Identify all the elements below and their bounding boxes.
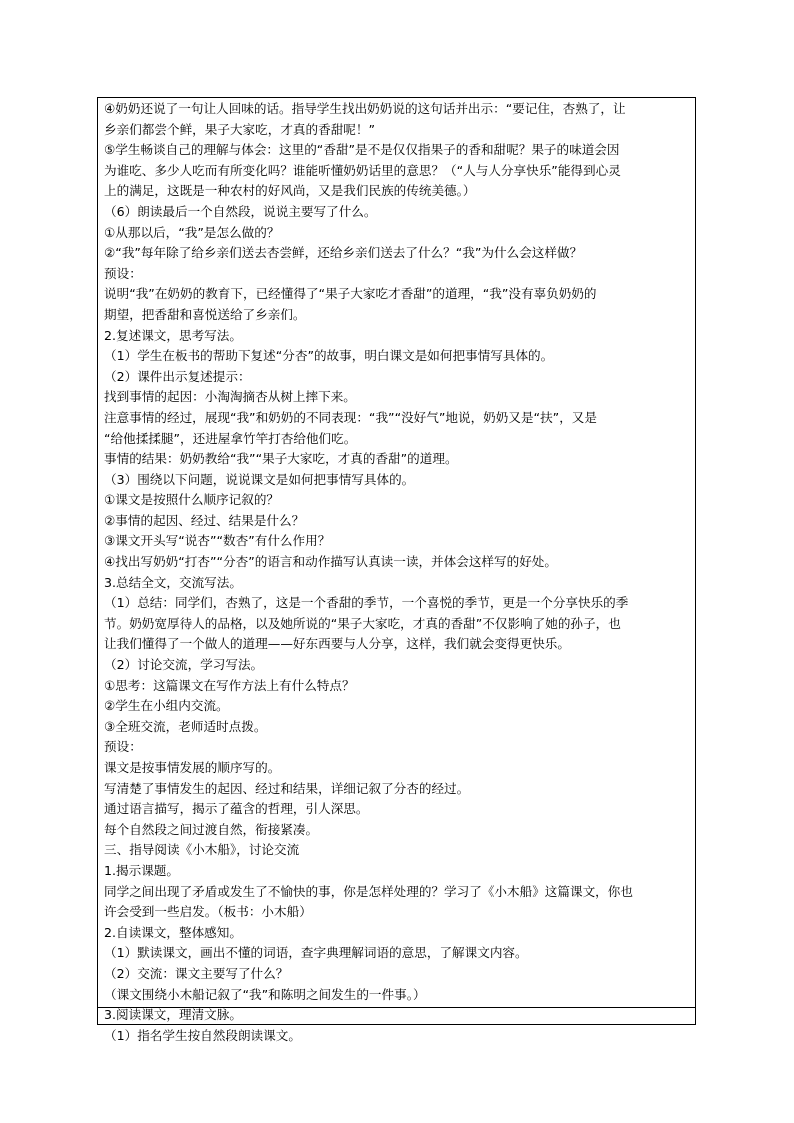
text-line: 节。奶奶宽厚待人的品格，以及她所说的“果子大家吃，才真的香甜”不仅影响了她的孙子，也 bbox=[104, 615, 621, 631]
section-heading: 三、指导阅读《小木船》，讨论交流 bbox=[104, 842, 300, 858]
text-line: 2.自读课文，整体感知。 bbox=[104, 924, 242, 940]
text-line: 乡亲们都尝个鲜，果子大家吃，才真的香甜呢！” bbox=[104, 121, 375, 137]
text-line: （课文围绕小木船记叙了“我”和陈明之间发生的一件事。） bbox=[104, 986, 426, 1002]
text-line: 上的满足，这既是一种农村的好风尚，又是我们民族的传统美德。） bbox=[104, 183, 476, 199]
text-line: 通过语言描写，揭示了蕴含的哲理，引人深思。 bbox=[104, 801, 369, 817]
text-line: 3.阅读课文，理清文脉。 bbox=[104, 1007, 242, 1023]
text-line: ⑤学生畅谈自己的理解与体会：这里的“香甜”是不是仅仅指果子的香和甜呢？果子的味道会因 bbox=[104, 142, 620, 158]
text-line: （1）学生在板书的帮助下复述“分杏”的故事，明白课文是如何把事情写具体的。 bbox=[104, 348, 554, 364]
text-line: （2）交流：课文主要写了什么？ bbox=[104, 965, 289, 981]
text-line: ④奶奶还说了一句让人回味的话。指导学生找出奶奶说的这句话并出示：“要记住，杏熟了，让 bbox=[104, 101, 626, 116]
text-line: 预设： bbox=[104, 265, 142, 281]
text-line: ③全班交流，老师适时点拨。 bbox=[104, 718, 267, 734]
text-line: ③课文开头写“说杏”“数杏”有什么作用？ bbox=[104, 533, 331, 549]
text-line: ②学生在小组内交流。 bbox=[104, 698, 229, 714]
text-line: ④找出写奶奶“打杏”“分杏”的语言和动作描写认真读一读，并体会这样写的好处。 bbox=[104, 554, 557, 570]
text-line: （1）总结：同学们，杏熟了，这是一个香甜的季节，一个喜悦的季节，更是一个分享快乐的季 bbox=[104, 595, 629, 611]
text-line: 写清楚了事情发生的起因、经过和结果，详细记叙了分杏的经过。 bbox=[104, 780, 470, 796]
text-line: 每个自然段之间过渡自然，衔接紧凑。 bbox=[104, 821, 319, 837]
text-line: “给他揉揉腿”，还进屋拿竹竿打杏给他们吃。 bbox=[104, 430, 357, 446]
lesson-text-body bbox=[104, 99, 692, 1046]
text-line: 事情的结果：奶奶教给“我”“果子大家吃，才真的香甜”的道理。 bbox=[104, 451, 458, 467]
text-line: 1.揭示课题。 bbox=[104, 862, 179, 878]
text-line: 课文是按事情发展的顺序写的。 bbox=[104, 760, 281, 775]
text-line: （2）课件出示复述提示： bbox=[104, 368, 251, 384]
text-line: 注意事情的经过，展现“我”和奶奶的不同表现：“我”“没好气”地说，奶奶又是“扶”，又是 bbox=[104, 409, 597, 425]
text-line: 3.总结全文，交流写法。 bbox=[104, 574, 242, 590]
text-line: 说明“我”在奶奶的教育下，已经懂得了“果子大家吃才香甜”的道理，“我”没有辜负奶奶的 bbox=[104, 286, 597, 302]
text-line: 2.复述课文，思考写法。 bbox=[104, 327, 242, 343]
text-line: 预设： bbox=[104, 739, 142, 755]
text-line: ①思考：这篇课文在写作方法上有什么特点？ bbox=[104, 677, 355, 693]
text-line: 找到事情的起因：小淘淘摘杏从树上摔下来。 bbox=[104, 389, 356, 405]
text-line: ①从那以后，“我”是怎么做的？ bbox=[104, 224, 280, 240]
text-line: 为谁吃、多少人吃而有所变化吗？谁能听懂奶奶话里的意思？（“人与人分享快乐”能得到心灵 bbox=[104, 162, 621, 178]
text-line: （1）默读课文，画出不懂的词语，查字典理解词语的意思，了解课文内容。 bbox=[104, 945, 528, 961]
text-line: （1）指名学生按自然段朗读课文。 bbox=[104, 1027, 301, 1043]
text-line: ②事情的起因、经过、结果是什么？ bbox=[104, 512, 305, 528]
text-line: 同学之间出现了矛盾或发生了不愉快的事，你是怎样处理的？学习了《小木船》这篇课文，你也 bbox=[104, 883, 633, 899]
text-line: 许会受到一些启发。（板书：小木船） bbox=[104, 904, 312, 920]
text-line: （2）讨论交流，学习写法。 bbox=[104, 657, 264, 673]
text-line: （6）朗读最后一个自然段，说说主要写了什么。 bbox=[104, 203, 377, 219]
text-line: （3）围绕以下问题，说说课文是如何把事情写具体的。 bbox=[104, 471, 415, 487]
text-line: ②“我”每年除了给乡亲们送去杏尝鲜，还给乡亲们送去了什么？“我”为什么会这样做？ bbox=[104, 245, 583, 261]
text-line: ①课文是按照什么顺序记叙的？ bbox=[104, 492, 280, 508]
text-line: 期望，把香甜和喜悦送给了乡亲们。 bbox=[104, 306, 306, 322]
text-line: 让我们懂得了一个做人的道理——好东西要与人分享，这样，我们就会变得更快乐。 bbox=[104, 636, 570, 652]
